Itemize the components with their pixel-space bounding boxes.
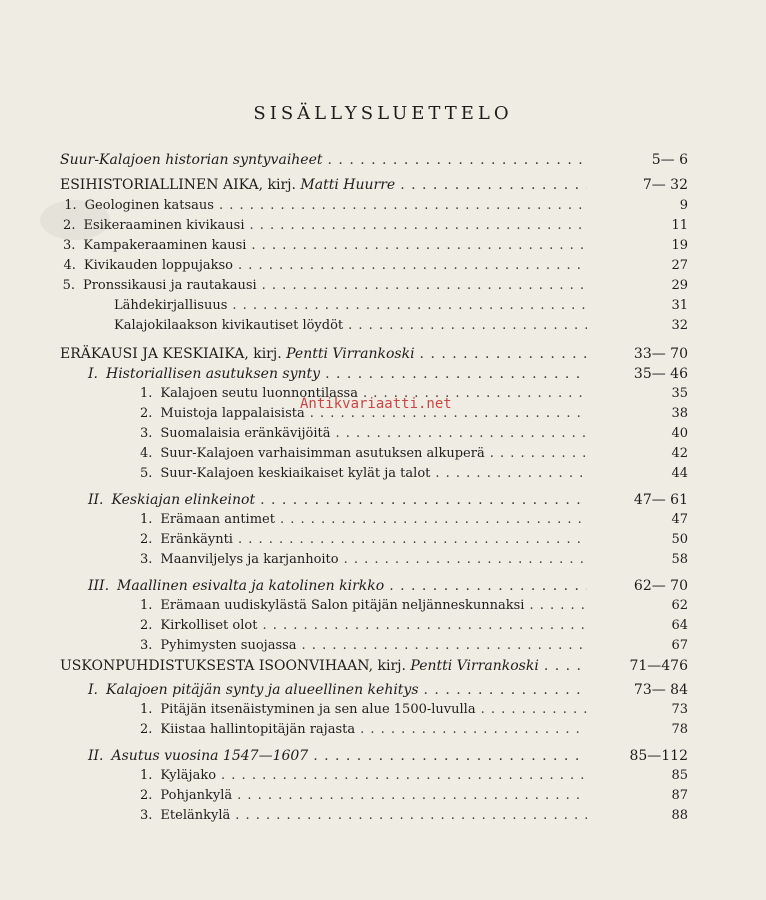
- entry-title: [112, 490, 256, 510]
- entry-title: [106, 680, 419, 700]
- leader-dots: [260, 490, 587, 510]
- entry-number: 3.: [140, 552, 153, 567]
- toc-entry: [62, 256, 592, 276]
- toc-entry: [140, 464, 592, 484]
- entry-pages: 7— 32: [642, 177, 688, 193]
- leader-dots: [529, 596, 587, 616]
- entry-pages: 67: [671, 638, 688, 653]
- toc-entry: [88, 490, 592, 510]
- entry-pages: 88: [671, 808, 688, 823]
- entry-pages: 78: [671, 722, 688, 737]
- entry-number: 2.: [140, 532, 153, 547]
- entry-title-text: Keskiajan elinkeinot: [111, 492, 256, 508]
- leader-dots: [251, 236, 587, 256]
- entry-title-text: ESIHISTORIALLINEN AIKA, kirj.: [60, 177, 296, 193]
- entry-title-text: Suur-Kalajoen historian syntyvaiheet: [60, 152, 323, 168]
- entry-number: III.: [88, 578, 110, 594]
- entry-pages: 47: [671, 512, 688, 527]
- entry-pages: 62— 70: [633, 578, 688, 594]
- toc-entry: [60, 344, 592, 364]
- entry-number: I.: [88, 366, 98, 382]
- entry-title-text: Kiistaa hallintopitäjän rajasta: [160, 722, 356, 737]
- entry-number: 2.: [140, 618, 153, 633]
- entry-pages: 29: [671, 278, 688, 293]
- entry-title-text: Lähdekirjallisuus: [114, 298, 228, 313]
- entry-title: [160, 636, 296, 656]
- entry-author: Pentti Virrankoski: [286, 346, 415, 362]
- entry-title: [62, 316, 343, 336]
- leader-dots: [262, 616, 587, 636]
- toc-entry: [140, 720, 592, 740]
- entry-title-text: Kirkolliset olot: [160, 618, 258, 633]
- leader-dots: [238, 530, 587, 550]
- toc-entry: [140, 530, 592, 550]
- toc-entry: [88, 680, 592, 700]
- entry-number: 2.: [140, 788, 153, 803]
- entry-pages: 44: [671, 466, 688, 481]
- entry-title-text: Kampakeraaminen kausi: [83, 238, 247, 253]
- entry-title: [160, 424, 330, 444]
- entry-pages: 62: [671, 598, 688, 613]
- leader-dots: [544, 656, 587, 676]
- entry-number: 3.: [140, 426, 153, 441]
- entry-title: [60, 344, 415, 364]
- entry-pages: 9: [679, 198, 688, 213]
- entry-title-text: Esikeraaminen kivikausi: [83, 218, 245, 233]
- entry-author: Matti Huurre: [300, 177, 396, 193]
- entry-number: 1.: [140, 768, 153, 783]
- leader-dots: [344, 550, 587, 570]
- entry-title: [160, 766, 216, 786]
- toc-entry: [62, 296, 592, 316]
- entry-title-text: Kalajoen pitäjän synty ja alueellinen kehitys: [105, 682, 419, 698]
- leader-dots: [328, 150, 587, 170]
- leader-dots: [360, 720, 587, 740]
- entry-pages: 87: [671, 788, 688, 803]
- entry-pages: 85—112: [629, 748, 688, 764]
- leader-dots: [249, 216, 587, 236]
- entry-number: 1.: [140, 598, 153, 613]
- toc-entry: [140, 444, 592, 464]
- entry-title-text: Pohjankylä: [160, 788, 233, 803]
- entry-number: 1.: [140, 512, 153, 527]
- entry-number: 3.: [62, 238, 76, 253]
- entry-author: Pentti Virrankoski: [410, 658, 539, 674]
- entry-title: [160, 444, 484, 464]
- entry-title: [83, 276, 257, 296]
- entry-pages: 64: [671, 618, 688, 633]
- entry-number: 3.: [140, 808, 153, 823]
- toc-entry: [140, 424, 592, 444]
- entry-title: [84, 256, 233, 276]
- leader-dots: [325, 364, 587, 384]
- entry-title-text: Suur-Kalajoen varhaisimman asutuksen alkuperä: [160, 446, 485, 461]
- entry-number: 1.: [140, 386, 153, 401]
- leader-dots: [235, 806, 587, 826]
- entry-pages: 27: [671, 258, 688, 273]
- leader-dots: [400, 175, 587, 195]
- entry-title: [60, 656, 539, 676]
- entry-pages: 40: [671, 426, 688, 441]
- entry-title: [160, 596, 524, 616]
- entry-title: [112, 746, 309, 766]
- entry-title: [83, 216, 244, 236]
- entry-number: 2.: [140, 722, 153, 737]
- toc-entry: [140, 766, 592, 786]
- entry-title: [106, 364, 320, 384]
- entry-number: II.: [88, 492, 104, 508]
- toc-entry: [62, 196, 592, 216]
- entry-pages: 50: [671, 532, 688, 547]
- entry-pages: 42: [671, 446, 688, 461]
- entry-number: 2.: [140, 406, 153, 421]
- toc-entry: [62, 236, 592, 256]
- toc-entry: [140, 596, 592, 616]
- entry-pages: 85: [671, 768, 688, 783]
- leader-dots: [389, 576, 587, 596]
- toc-entry: [88, 746, 592, 766]
- entry-pages: 58: [671, 552, 688, 567]
- toc-entry: [62, 316, 592, 336]
- leader-dots: [237, 786, 587, 806]
- entry-title: [60, 150, 323, 170]
- entry-number: 5.: [140, 466, 153, 481]
- entry-title: [160, 720, 355, 740]
- entry-title: [117, 576, 384, 596]
- leader-dots: [232, 296, 587, 316]
- entry-title-text: Etelänkylä: [160, 808, 231, 823]
- leader-dots: [420, 344, 587, 364]
- entry-title: [160, 510, 275, 530]
- toc-entry: [140, 700, 592, 720]
- leader-dots: [490, 444, 587, 464]
- entry-pages: 38: [671, 406, 688, 421]
- entry-number: 1.: [140, 702, 153, 717]
- entry-number: 3.: [140, 638, 153, 653]
- entry-pages: 33— 70: [633, 346, 688, 362]
- leader-dots: [435, 464, 587, 484]
- entry-title-text: Muistoja lappalaisista: [160, 406, 305, 421]
- leader-dots: [219, 196, 587, 216]
- entry-title: [83, 236, 246, 256]
- entry-title: [85, 196, 214, 216]
- leader-dots: [336, 424, 587, 444]
- watermark: Antikvariaatti.net: [300, 396, 452, 412]
- entry-pages: 73: [671, 702, 688, 717]
- entry-pages: 35— 46: [633, 366, 688, 382]
- entry-title: [160, 700, 475, 720]
- entry-number: 4.: [63, 258, 76, 273]
- toc-entry: [60, 656, 592, 676]
- toc-entry: [88, 576, 592, 596]
- entry-title-text: Suur-Kalajoen keskiaikaiset kylät ja talot: [160, 466, 431, 481]
- entry-title: [60, 175, 395, 195]
- entry-title-text: Pronssikausi ja rautakausi: [82, 278, 257, 293]
- entry-number: 2.: [63, 218, 76, 233]
- entry-title-text: Kyläjako: [160, 768, 217, 783]
- entry-title-text: Geologinen katsaus: [84, 198, 214, 213]
- entry-pages: 31: [671, 298, 688, 313]
- entry-title-text: Pyhimysten suojassa: [160, 638, 297, 653]
- leader-dots: [302, 636, 587, 656]
- entry-number: 4.: [140, 446, 153, 461]
- entry-title: [160, 404, 304, 424]
- entry-title: [160, 550, 338, 570]
- leader-dots: [313, 746, 587, 766]
- leader-dots: [262, 276, 587, 296]
- entry-title-text: Pitäjän itsenäistyminen ja sen alue 1500-luvulla: [160, 702, 476, 717]
- leader-dots: [221, 766, 587, 786]
- toc-entry: [140, 636, 592, 656]
- entry-title-text: Eränkäynti: [160, 532, 233, 547]
- entry-title-text: Asutus vuosina 1547—1607: [111, 748, 309, 764]
- toc-entry: [140, 550, 592, 570]
- toc-entry: [60, 150, 592, 170]
- entry-pages: 32: [671, 318, 688, 333]
- entry-title-text: Historiallisen asutuksen synty: [105, 366, 321, 382]
- entry-title-text: Kalajokilaakson kivikautiset löydöt: [114, 318, 344, 333]
- toc-entry: [88, 364, 592, 384]
- leader-dots: [280, 510, 587, 530]
- entry-title: [160, 786, 232, 806]
- entry-title-text: USKONPUHDISTUKSESTA ISOONVIHAAN, kirj.: [60, 658, 406, 674]
- entry-number: 5.: [62, 278, 75, 293]
- entry-title-text: Kivikauden loppujakso: [83, 258, 233, 273]
- leader-dots: [238, 256, 587, 276]
- entry-title: [160, 806, 230, 826]
- entry-pages: 47— 61: [633, 492, 688, 508]
- entry-title-text: Erämaan antimet: [160, 512, 275, 527]
- toc-entry: [62, 276, 592, 296]
- toc-entry: [140, 510, 592, 530]
- entry-number: II.: [88, 748, 104, 764]
- entry-title-text: Kalajoen seutu luonnontilassa: [160, 386, 358, 401]
- entry-title-text: ERÄKAUSI JA KESKIAIKA, kirj.: [60, 346, 282, 362]
- entry-pages: 35: [671, 386, 688, 401]
- entry-title-text: Maallinen esivalta ja katolinen kirkko: [117, 578, 385, 594]
- leader-dots: [424, 680, 587, 700]
- entry-title: [62, 296, 227, 316]
- toc-entry: [140, 786, 592, 806]
- page-title: SISÄLLYSLUETTELO: [253, 103, 513, 124]
- toc-entry: [140, 806, 592, 826]
- entry-pages: 73— 84: [633, 682, 688, 698]
- entry-title: [160, 616, 257, 636]
- entry-pages: 5— 6: [651, 152, 688, 168]
- entry-number: 1.: [64, 198, 77, 213]
- entry-pages: 19: [671, 238, 688, 253]
- entry-title-text: Suomalaisia eränkävijöitä: [160, 426, 331, 441]
- entry-title-text: Maanviljelys ja karjanhoito: [160, 552, 339, 567]
- toc-entry: [62, 216, 592, 236]
- toc-entry: [60, 175, 592, 195]
- leader-dots: [348, 316, 587, 336]
- entry-pages: 71—476: [629, 658, 688, 674]
- leader-dots: [481, 700, 587, 720]
- toc-entry: [140, 616, 592, 636]
- entry-title-text: Erämaan uudiskylästä Salon pitäjän neljänneskunnaksi: [160, 598, 525, 613]
- entry-title: [160, 530, 233, 550]
- entry-title: [160, 464, 430, 484]
- entry-number: I.: [88, 682, 98, 698]
- entry-pages: 11: [671, 218, 688, 233]
